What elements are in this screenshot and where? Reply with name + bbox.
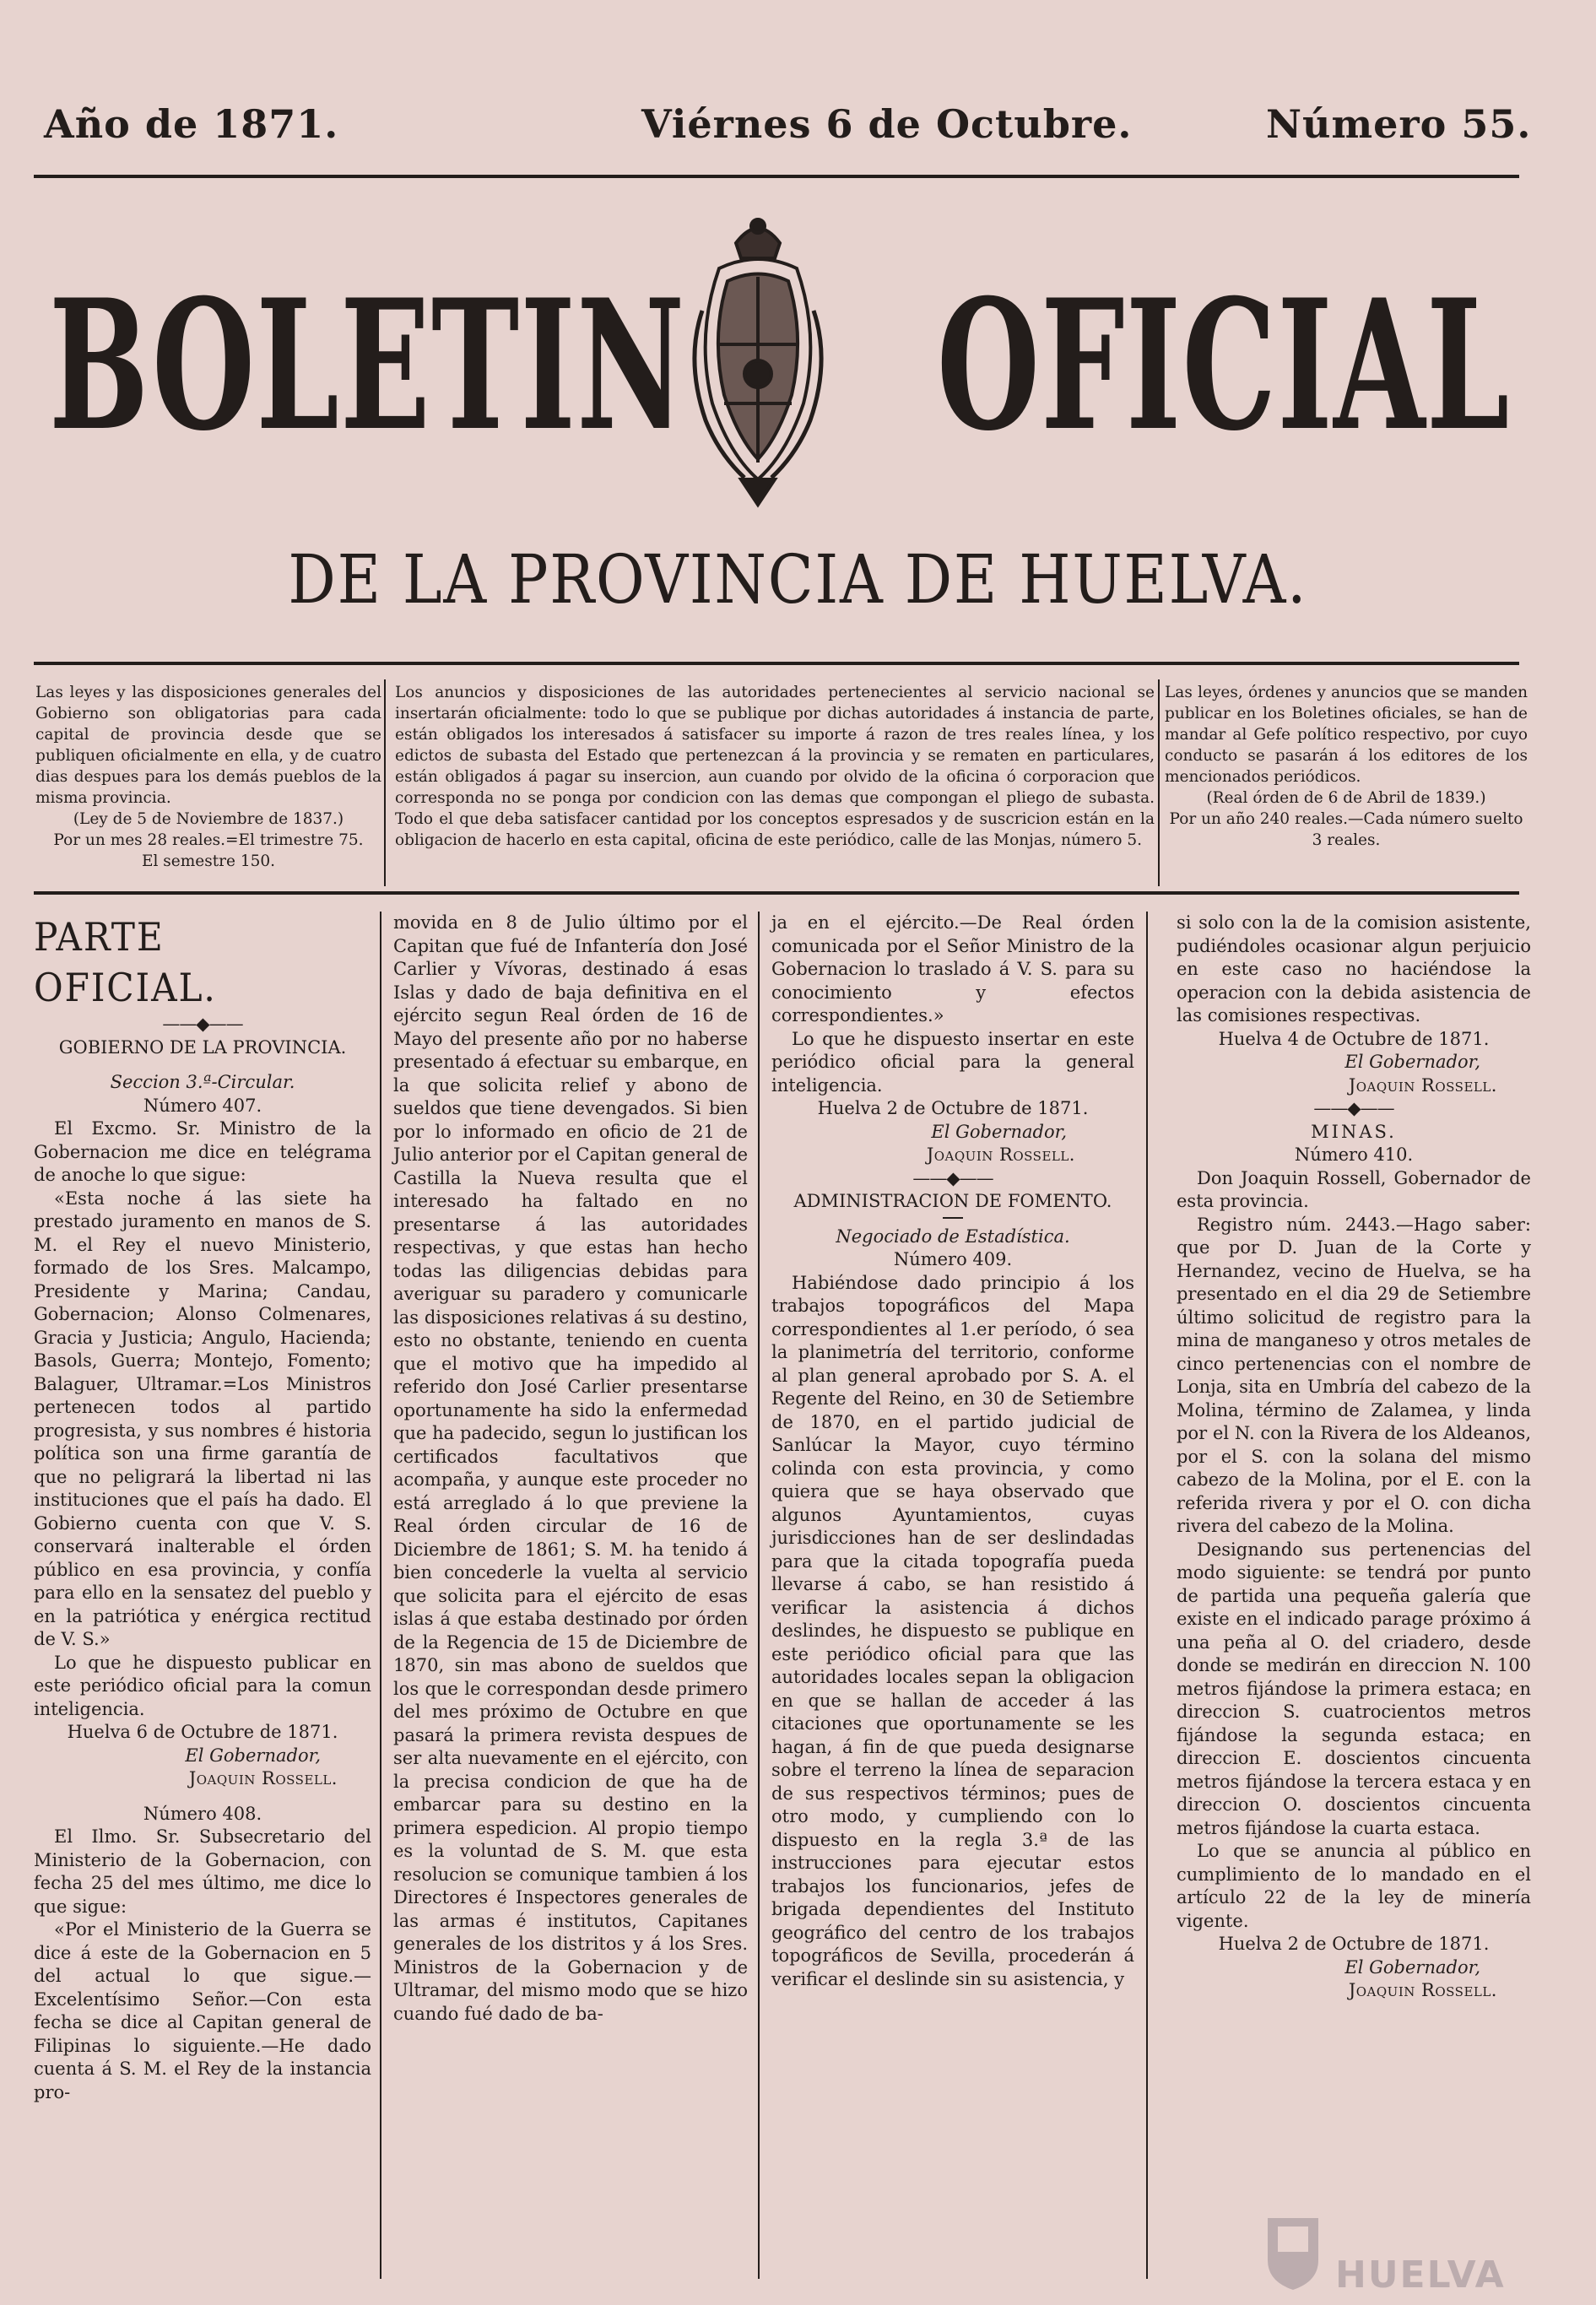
paragraph: Lo que he dispuesto publicar en este periódico oficial para la comun inteligencia. xyxy=(34,1652,371,1719)
date-line: Huelva 2 de Octubre de 1871. xyxy=(817,1098,1089,1118)
masthead-subtitle: DE LA PROVINCIA DE HUELVA. xyxy=(288,540,1308,619)
notice-right xyxy=(1165,682,1528,851)
signature-name: Joaquin Rossell. xyxy=(1348,1980,1497,2000)
column-3 xyxy=(771,912,1134,1991)
article-number: Número 409. xyxy=(893,1249,1013,1269)
issue-date: Viérnes 6 de Octubre. xyxy=(641,101,1133,147)
paragraph: Designando sus pertenencias del modo siguiente: se tendrá por punto de partida una pequeña galería que existe en el indicado parage próximo á una peña al O. del criadero, desde donde se medirán en direccion N. 100 metros fijándose la primera estaca; en direccion S. cuatrocientos metros fijándose la segunda estaca; en direccion E. doscientos cincuenta metros fijándose la tercera estaca y en direccion O. doscientos cincuenta metros fijándose la cuarta estaca. xyxy=(1177,1539,1531,1838)
notice-middle-text: Los anuncios y disposiciones de las autoridades pertenecientes al servicio nacional se insertarán oficialmente: todo lo que se publique por dichas autoridades á instancia de parte, están obligados los interesados á satisfacer su importe á razon de tres reales línea, y los edictos de subasta del Estado que pertenezcan á la provincia y se rematen en particulares, están obligados á pagar su insercion, aun cuando por olvido de la oficina ó corporacion que corresponda no se ponga por condicion con las demas que compongan el pliego de subasta. Todo el que deba satisfacer cantidad por los conceptos espresados y de suscricion están en la obligacion de hacerlo en esta capital, oficina de este periódico, calle de las Monjas, número 5. xyxy=(395,684,1155,849)
notice-left-price-semester: El semestre 150. xyxy=(141,852,276,870)
notice-right-law: (Real órden de 6 de Abril de 1839.) xyxy=(1206,789,1486,807)
notice-right-text: Las leyes, órdenes y anuncios que se manden publicar en los Boletines oficiales, se han de mandar al Gefe político respectivo, por cuyo conducto se pasarán á los editores de los mencionados periódicos. xyxy=(1165,684,1528,786)
signature-title: El Gobernador, xyxy=(185,1745,321,1766)
paragraph: Don Joaquin Rossell, Gobernador de esta provincia. xyxy=(1177,1167,1531,1211)
subsection-title: Negociado de Estadística. xyxy=(836,1226,1070,1247)
masthead-word-left: BOLETIN xyxy=(49,260,686,470)
paragraph: El Excmo. Sr. Ministro de la Gobernacion me dice en telégrama de anoche lo que sigue: xyxy=(34,1118,371,1185)
notice-left-text: Las leyes y las disposiciones generales del Gobierno son obligatorias para cada capital de provincia desde que se publiquen oficialmente en ella, y de cuatro dias despues para los demás pueblos de la misma provincia. xyxy=(35,684,381,807)
issue-year: Año de 1871. xyxy=(44,101,339,147)
paragraph: «Esta noche á las siete ha prestado juramento en manos de S. M. el Rey el nuevo Ministerio, formado de los Sres. Malcampo, Presidente y Marina; Candau, Gobernacion; Alonso Colmenares, Gracia y Justicia; Angulo, Hacienda; Basols, Guerra; Montejo, Fomento; Balaguer, Ultramar.=Los Ministros pertenecen todos al partido progresista, y sus nombres é historia política son una firme garantía de que no peligrará la libertad ni las instituciones que el país ha dado. El Gobierno cuenta con que V. S. conservará inalterable el órden público en esa provincia, y confía para ello en la sensatez del pueblo y en la patriótica y enérgica rectitud de V. S.» xyxy=(34,1188,371,1649)
paragraph: El Ilmo. Sr. Subsecretario del Ministerio de la Gobernacion, con fecha 25 del mes último, me dice lo que sigue: xyxy=(34,1826,371,1917)
article-number: Número 408. xyxy=(143,1803,262,1824)
notice-right-price: Por un año 240 reales.—Cada número suelto 3 reales. xyxy=(1169,810,1523,849)
paragraph: Lo que se anuncia al público en cumplimiento de lo mandado en el artículo 22 de la ley de minería vigente. xyxy=(1177,1841,1531,1931)
column-divider-3 xyxy=(1146,912,1148,2279)
notice-left-price: Por un mes 28 reales.=El trimestre 75. xyxy=(53,831,364,849)
date-line: Huelva 4 de Octubre de 1871. xyxy=(1218,1028,1490,1049)
section-heading: PARTE OFICIAL. xyxy=(34,914,217,1010)
paragraph: «Por el Ministerio de la Guerra se dice á este de la Gobernacion en 5 del actual lo que sigue.—Excelentísimo Señor.—Con esta fecha se dice al Capitan general de Filipinas lo siguiente.—He dado cuenta á S. M. el Rey de la instancia pro- xyxy=(34,1919,371,2102)
ornament-divider: ——◆—— xyxy=(1313,1098,1394,1118)
column-divider-1 xyxy=(380,912,381,2279)
column-4 xyxy=(1177,912,1531,2003)
signature-name: Joaquin Rossell. xyxy=(1348,1074,1497,1096)
header-rule xyxy=(34,175,1519,178)
notice-divider-2 xyxy=(1158,679,1160,886)
paragraph: si solo con la de la comision asistente, pudiéndoles ocasionar algun perjuicio en este caso no haciéndose la operacion con la debida asistencia de las comisiones respectivas. xyxy=(1177,912,1531,1025)
notice-rule xyxy=(34,891,1519,895)
section-title: ADMINISTRACION DE FOMENTO. xyxy=(793,1191,1112,1211)
signature-title: El Gobernador, xyxy=(1344,1956,1480,1978)
signature-title: El Gobernador, xyxy=(931,1121,1067,1142)
issue-number: Número 55. xyxy=(1266,101,1532,147)
date-line: Huelva 6 de Octubre de 1871. xyxy=(67,1722,338,1742)
signature-name: Joaquin Rossell. xyxy=(926,1144,1075,1165)
paragraph: Habiéndose dado principio á los trabajos topográficos del Mapa correspondientes al 1.er período, ó sea la planimetría del territorio, conforme al plan general aprobado por S. A. el Regente del Reino, en 30 de Setiembre de 1870, en el partido judicial de Sanlúcar la Mayor, cuyo término colinda con esta provincia, y como quiera que se haya observado que algunos Ayuntamientos, cuyas jurisdicciones han de ser deslindadas para que la citada topografía pueda llevarse á cabo, se han resistido á verificar la asistencia á dichos deslindes, he dispuesto se publique en este periódico oficial para que las autoridades locales sepan la obligacion en que se hallan de acceder á las citaciones que oportunamente se les hagan, á fin de que pueda designarse sobre el terreno la línea de separacion de sus respectivos términos; pues de otro modo, y cumpliendo con lo dispuesto en la regla 3.ª de las instrucciones para ejecutar estos trabajos los funcionarios, jefes de brigada dependientes del Instituto geográfico del centro de los trabajos topográficos de Sevilla, procederán á verificar el deslinde sin su asistencia, y xyxy=(771,1272,1134,1989)
watermark-text: HUELVA xyxy=(1335,2254,1506,2297)
article-number: Número 410. xyxy=(1294,1144,1414,1165)
masthead-rule xyxy=(34,662,1519,665)
masthead-word-right: OFICIAL xyxy=(937,260,1511,470)
provincial-archive-logo-icon xyxy=(1259,2210,1327,2294)
short-dash xyxy=(943,1217,963,1219)
ornament-divider: ——◆—— xyxy=(162,1014,243,1034)
royal-coat-of-arms-icon xyxy=(685,209,830,509)
notice-left xyxy=(35,682,381,872)
subsection-title: Seccion 3.ª-Circular. xyxy=(110,1072,295,1092)
section-title: MINAS. xyxy=(1311,1121,1397,1142)
notice-left-law: (Ley de 5 de Noviembre de 1837.) xyxy=(73,810,344,828)
column-divider-2 xyxy=(758,912,760,2279)
date-line: Huelva 2 de Octubre de 1871. xyxy=(1218,1934,1490,1954)
paragraph: Lo que he dispuesto insertar en este periódico oficial para la general inteligencia. xyxy=(771,1028,1134,1096)
issue-line xyxy=(0,101,1596,152)
paragraph: movida en 8 de Julio último por el Capitan que fué de Infantería don José Carlier y Vívoras, destinado á esas Islas y dado de baja definitiva en el ejército segun Real órden de 16 de Mayo del presente año por no haberse presentado á efectuar su embarque, en la que solicita relief y abono de sueldos que tiene devengados. Si bien por lo informado en oficio de 21 de Julio anterior por el Capitan general de Castilla la Nueva resulta que el interesado ha faltado en no presentarse á las autoridades respectivas, y que estas han hecho todas las diligencias debidas para averiguar su paradero y comunicarle las disposiciones relativas á su destino, esto no obstante, teniendo en cuenta que el motivo que ha impedido al referido don José Carlier presentarse oportunamente ha sido la enfermedad que ha padecido, segun lo justifican los certificados facultativos que acompaña, y aunque este proceder no está arreglado á lo que previene la Real órden circular de 16 de Diciembre de 1861; S. M. ha tenido á bien concederle la vuelta al servicio que solicita para el ejército de esas islas á que estaba destinado por órden de la Regencia de 15 de Diciembre de 1870, sin mas abono de sueldos que los que le correspondan desde primero del mes próximo de Octubre en que pasará la primera revista despues de ser alta nuevamente en el ejército, con la precisa condicion de que ha de embarcar para su destino en la primera espedicion. Al propio tiempo es la voluntad de S. M. que esta resolucion se comunique tambien á los Directores é Inspectores generales de las armas é institutos, Capitanes generales de los distritos y á los Sres. Ministros de la Gobernacion y de Ultramar, del mismo modo que se hizo cuando fué dado de ba- xyxy=(393,912,748,2024)
paragraph: Registro núm. 2443.—Hago saber: que por D. Juan de la Corte y Hernandez, vecino de Huelva, se ha presentado en el dia 29 de Setiembre último solicitud de registro para la mina de manganeso y otros metales de cinco pertenencias con el nombre de Lonja, sita en Umbría del cabezo de la Molina, término de Zalamea, y linda por el N. con la Rivera de los Aldeanos, por el S. con la solana del mismo cabezo de la Molina, por el E. con la referida rivera y por el O. con dicha rivera del cabezo de la Molina. xyxy=(1177,1214,1531,1536)
notice-middle xyxy=(395,682,1155,851)
section-title: GOBIERNO DE LA PROVINCIA. xyxy=(58,1036,347,1058)
column-1 xyxy=(34,912,371,2104)
ornament-divider: ——◆—— xyxy=(912,1167,993,1188)
archive-watermark xyxy=(1259,2210,1538,2297)
column-2 xyxy=(393,912,748,2026)
article-number: Número 407. xyxy=(143,1095,262,1116)
paragraph: ja en el ejército.—De Real órden comunicada por el Señor Ministro de la Gobernacion lo traslado á V. S. para su conocimiento y efectos correspondientes.» xyxy=(771,912,1134,1025)
signature-name: Joaquin Rossell. xyxy=(188,1768,338,1788)
notice-divider-1 xyxy=(384,679,386,886)
signature-title: El Gobernador, xyxy=(1344,1052,1480,1072)
